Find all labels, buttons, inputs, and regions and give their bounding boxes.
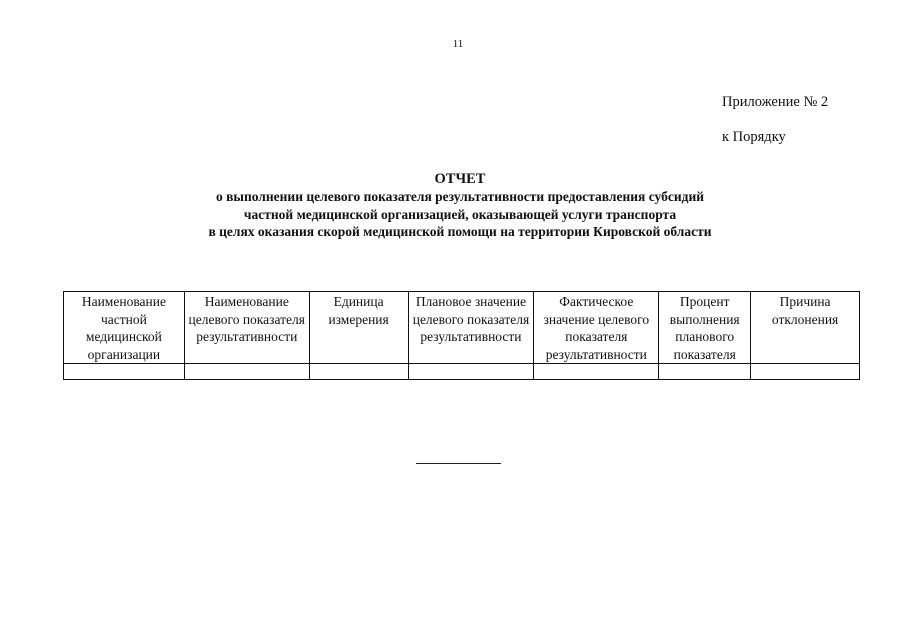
- report-table: [63, 291, 860, 380]
- table-cell: [659, 364, 751, 380]
- column-header-deviation-reason: Причина отклонения: [751, 292, 860, 364]
- table-cell: [64, 364, 185, 380]
- page-number: 11: [452, 38, 464, 50]
- table-cell: [751, 364, 860, 380]
- table-cell: [408, 364, 534, 380]
- column-header-organization-name: Наименование частной медицинской организации: [64, 292, 185, 364]
- table-row: [64, 364, 860, 380]
- order-reference: к Порядку: [722, 129, 786, 145]
- column-header-unit: Единица измерения: [309, 292, 408, 364]
- column-header-indicator-name: Наименование целевого показателя результативности: [184, 292, 309, 364]
- column-header-actual-value: Фактическое значение целевого показателя результативности: [534, 292, 659, 364]
- column-header-planned-value: Плановое значение целевого показателя результативности: [408, 292, 534, 364]
- table-cell: [309, 364, 408, 380]
- report-title: ОТЧЕТ: [434, 171, 486, 187]
- report-subtitle-line-3: в целях оказания скорой медицинской помощи на территории Кировской области: [208, 224, 712, 239]
- table-cell: [534, 364, 659, 380]
- table-header-row: [64, 292, 860, 364]
- column-header-completion-percent: Процент выполнения планового показателя: [659, 292, 751, 364]
- report-subtitle-line-1: о выполнении целевого показателя результативности предоставления субсидий: [216, 189, 704, 204]
- closing-separator-line: [416, 463, 501, 464]
- table-cell: [184, 364, 309, 380]
- report-title-block: [100, 170, 820, 241]
- appendix-label: Приложение № 2: [722, 94, 829, 110]
- report-subtitle-line-2: частной медицинской организацией, оказывающей услуги транспорта: [243, 206, 677, 222]
